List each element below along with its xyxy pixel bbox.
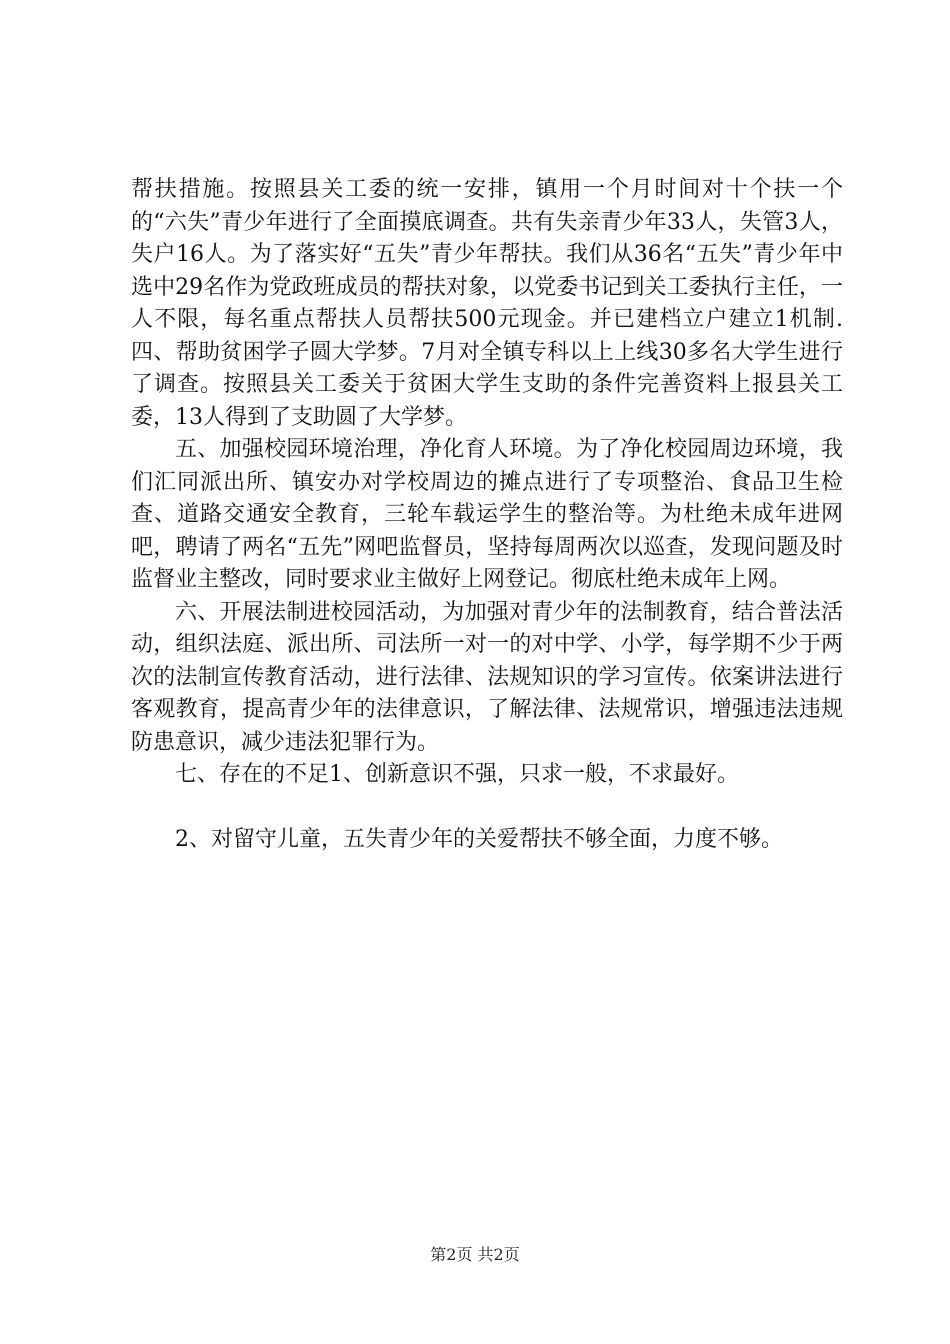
- paragraph-section-seven: 七、存在的不足1、创新意识不强，只求一般，不求最好。: [175, 762, 739, 787]
- paragraph-continued: 帮扶措施。按照县关工委的统一安排，镇用一个月时间对十个扶一个的“六失”青少年进行了全面摸底调查。共有失亲青少年33人，失管3人，失户16人。为了落实好“五失”青少年帮扶。我们从36名“五失”青少年中选中29名作为党政班成员的帮扶对象，以党委书记到关工委执行主任，一人不限，每名重点帮扶人员帮扶500元现金。并已建档立户建立1机制.四、帮助贫困学子圆大学梦。7月对全镇专科以上上线30多名大学生进行了调查。按照县关工委关于贫困大学生支助的条件完善资料上报县关工委，13人得到了支助圆了大学梦。: [131, 177, 843, 430]
- document-body: [131, 174, 843, 856]
- paragraph-shortcoming-two: 2、对留守儿童，五失青少年的关爱帮扶不够全面，力度不够。: [175, 826, 783, 852]
- paragraph-section-five: 五、加强校园环境治理，净化育人环境。为了净化校园周边环境，我们汇同派出所、镇安办对学校周边的摊点进行了专项整治、食品卫生检查、道路交通安全教育，三轮车载运学生的整治等。为杜绝未成年进网吧，聘请了两名“五先”网吧监督员，坚持每周两次以巡查，发现问题及时监督业主整改，同时要求业主做好上网登记。彻底杜绝未成年上网。: [131, 437, 843, 592]
- paragraph-section-six: 六、开展法制进校园活动，为加强对青少年的法制教育，结合普法活动，组织法庭、派出所、司法所一对一的对中学、小学，每学期不少于两次的法制宣传教育活动，进行法律、法规知识的学习宣传。依案讲法进行客观教育，提高青少年的法律意识，了解法律、法规常识，增强违法违规防患意识，减少违法犯罪行为。: [131, 599, 843, 755]
- page-number-footer: 第2页 共2页: [430, 1245, 520, 1264]
